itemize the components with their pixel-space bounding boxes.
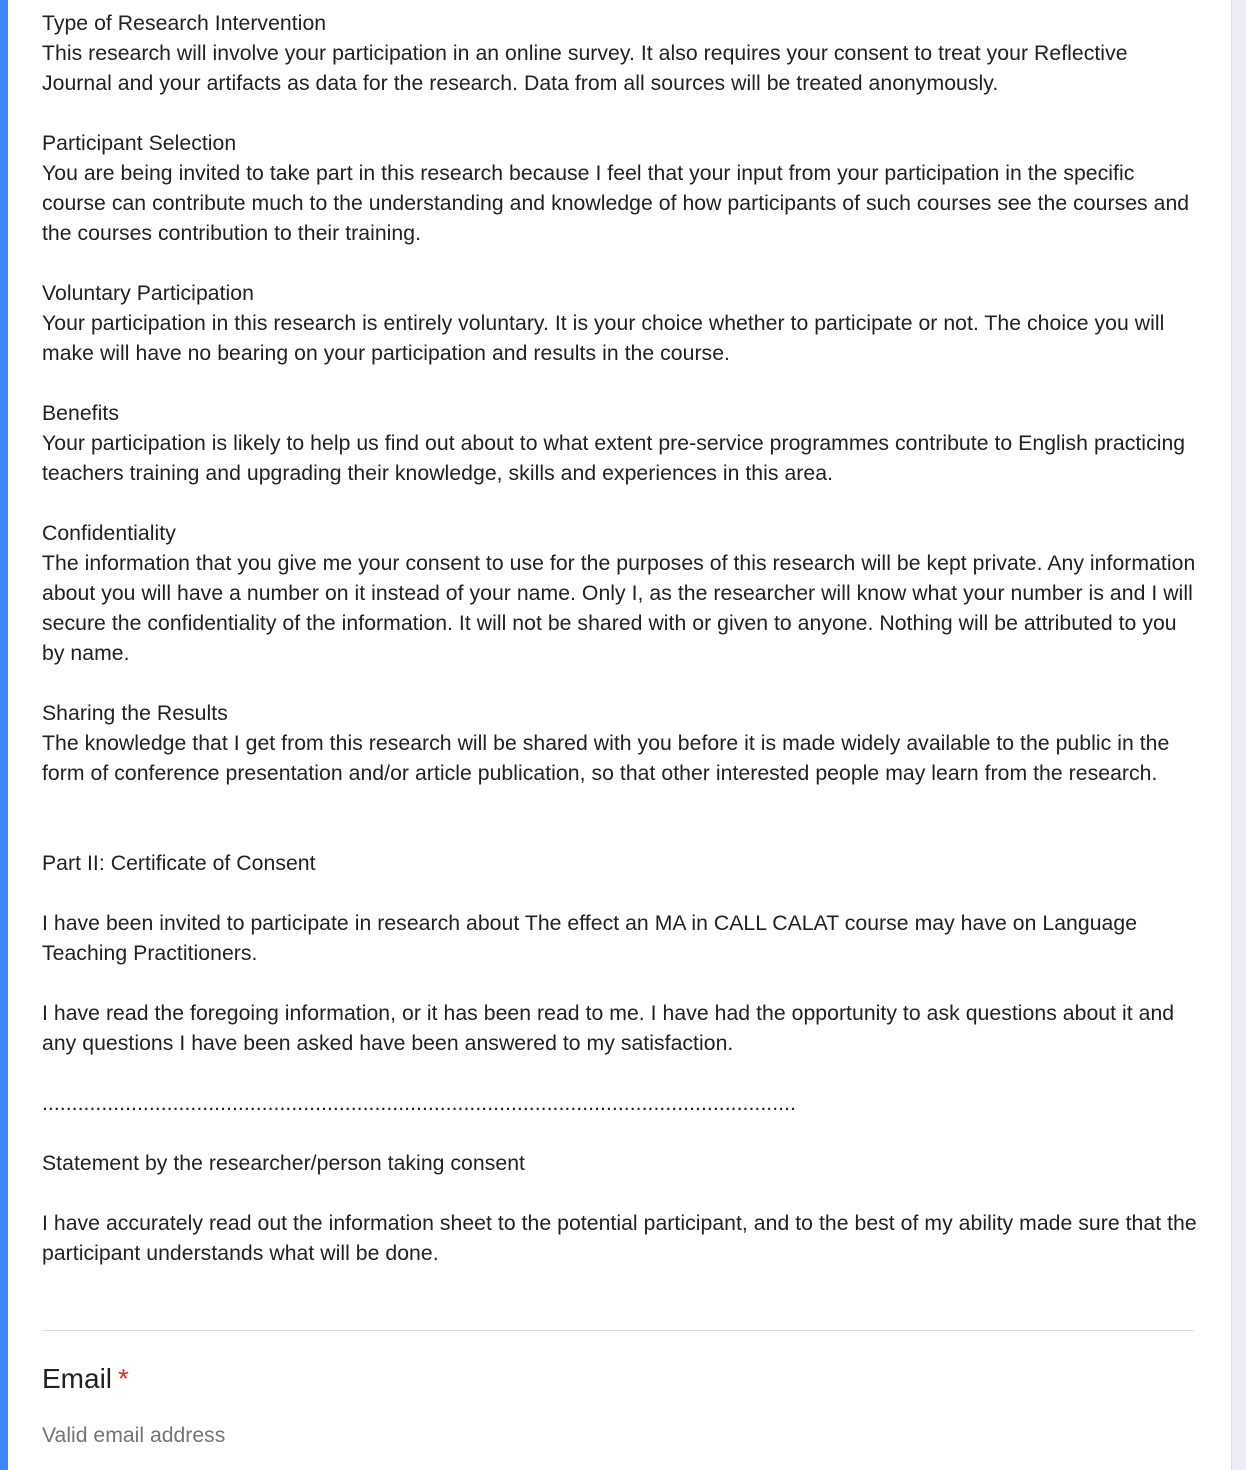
section-body: Your participation is likely to help us find out about to what extent pre-service programmes contribute to English practicing teachers training and upgrading their knowledge, skills and experiences in this area. [42,432,1186,485]
section-body: You are being invited to take part in this research because I feel that your input from your participation in the specific course can contribute much to the understanding and knowledge of how participants of such courses see the courses and the courses contribution to their training. [42,162,1190,245]
statement-title: Statement by the researcher/person taking consent [42,1152,525,1175]
signature-line-block [42,1089,1202,1119]
consent-read-block [42,999,1202,1059]
consent-part-title: Part II: Certificate of Consent [42,852,316,875]
section-heading: Sharing the Results [42,702,228,725]
section-body: Your participation in this research is entirely voluntary. It is your choice whether to participate or not. The choice you will make will have no bearing on your participation and results in the course. [42,312,1165,365]
statement-title-block [42,1149,1202,1179]
consent-invited-text: I have been invited to participate in research about The effect an MA in CALL CALAT course may have on Language Teaching Practitioners. [42,912,1138,965]
section-confidentiality [42,519,1202,669]
consent-part-title-block [42,849,1202,879]
section-type-of-intervention [42,9,1202,99]
signature-line: ............................................................................................................................... [42,1092,796,1115]
section-heading: Benefits [42,402,119,425]
section-body: The information that you give me your consent to use for the purposes of this research will be kept private. Any information about you will have a number on it instead of your name. Only I, as the researcher will know what your number is and I will secure the confidentiality of the information. It will not be shared with or given to anyone. Nothing will be attributed to you by name. [42,552,1196,665]
email-input[interactable] [42,1418,602,1454]
required-asterisk: * [118,1363,129,1394]
email-question-title [42,1359,129,1399]
section-heading: Voluntary Participation [42,282,254,305]
section-heading: Confidentiality [42,522,176,545]
form-description [42,9,1202,1299]
section-sharing-results [42,699,1202,789]
section-heading: Type of Research Intervention [42,12,327,35]
consent-invited-block [42,909,1202,969]
email-question-label: Email [42,1363,113,1394]
section-body: The knowledge that I get from this research will be shared with you before it is made widely available to the public in the form of conference presentation and/or article publication, so that other interested people may learn from the research. [42,732,1170,785]
spacer [42,819,1202,849]
section-divider [42,1330,1194,1331]
section-participant-selection [42,129,1202,249]
section-benefits [42,399,1202,489]
section-heading: Participant Selection [42,132,237,155]
consent-read-text: I have read the foregoing information, or it has been read to me. I have had the opportunity to ask questions about it and any questions I have been asked have been answered to my satisfaction. [42,1002,1175,1055]
statement-text: I have accurately read out the information sheet to the potential participant, and to the best of my ability made sure that the participant understands what will be done. [42,1212,1197,1265]
statement-text-block [42,1209,1202,1269]
section-voluntary-participation [42,279,1202,369]
section-body: This research will involve your participation in an online survey. It also requires your consent to treat your Reflective Journal and your artifacts as data for the research. Data from all sources will be treated anonymously. [42,42,1128,95]
